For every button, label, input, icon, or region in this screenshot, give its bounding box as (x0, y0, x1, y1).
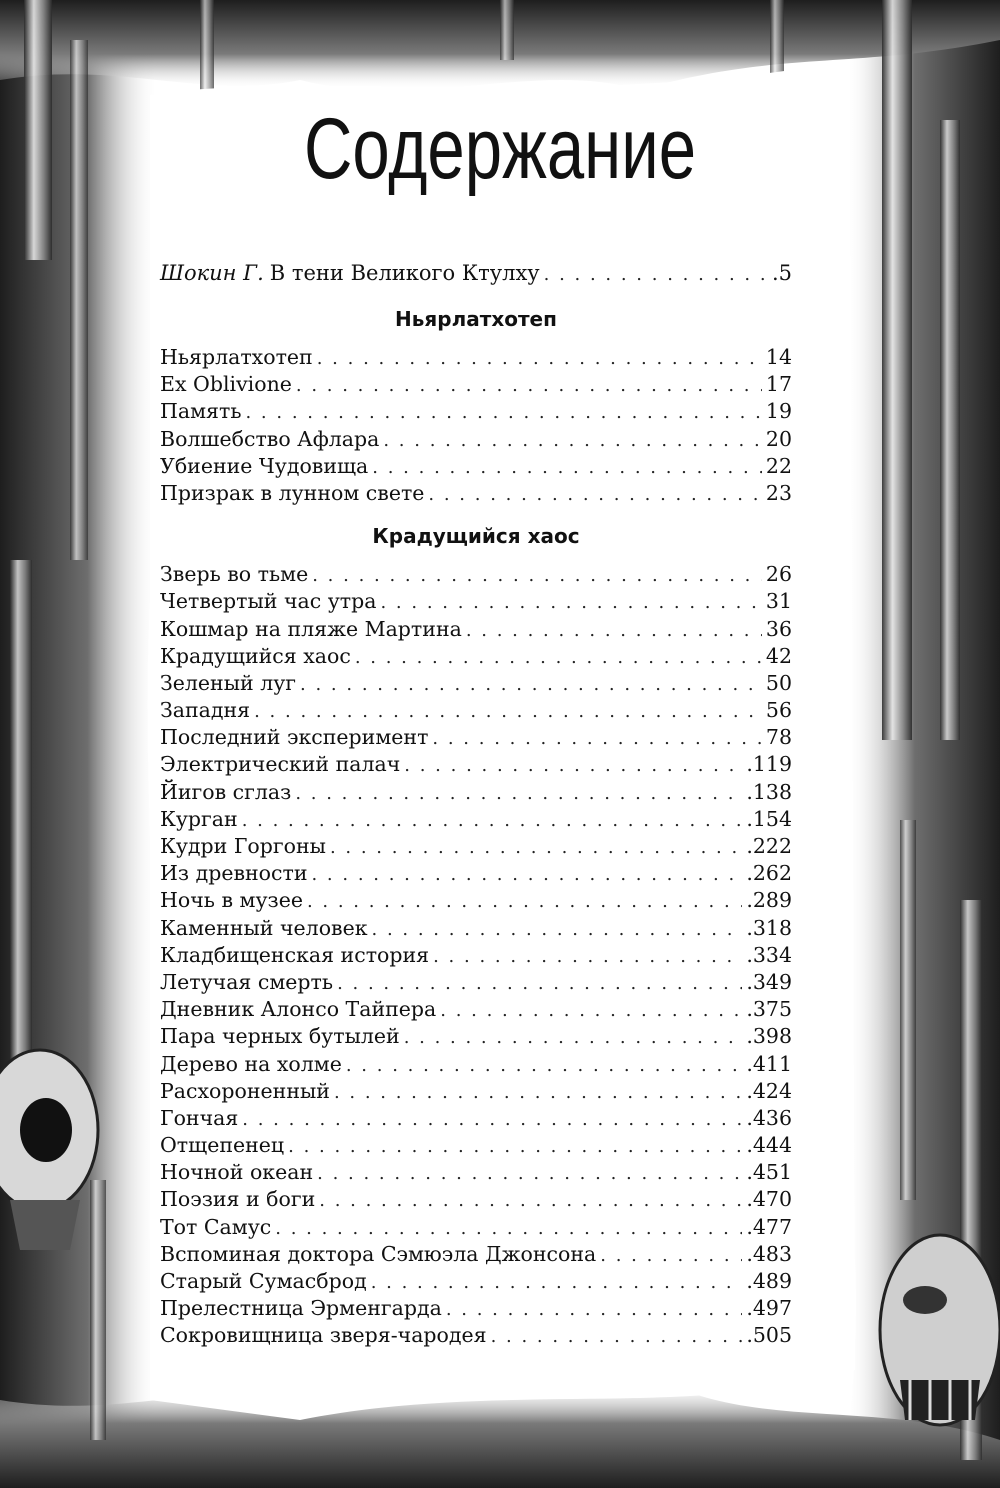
entry-title: Тот Самус (160, 1214, 272, 1239)
toc-entry[interactable] (160, 426, 792, 453)
toc-entry[interactable] (160, 1186, 792, 1213)
toc-entry[interactable] (160, 1159, 792, 1186)
leader-dots (432, 725, 761, 752)
entry-title: Расхороненный (160, 1078, 330, 1103)
entry-title: Ньярлатхотеп (160, 345, 313, 369)
toc-intro-entry[interactable] (160, 256, 792, 290)
toc-entry[interactable] (160, 616, 792, 643)
leader-dots (383, 427, 762, 454)
leader-dots (355, 644, 762, 671)
toc-entry[interactable] (160, 1051, 792, 1078)
leader-dots (440, 997, 742, 1024)
entry-title: Крадущийся хаос (160, 643, 351, 668)
page-number: .489 (746, 1269, 792, 1293)
page-number: .470 (746, 1187, 792, 1212)
leader-dots (334, 1079, 742, 1106)
leader-dots (245, 399, 761, 426)
section-heading: Крадущийся хаос (372, 524, 580, 549)
entry-title: Йигов сглаз (160, 779, 292, 804)
toc-entry[interactable] (160, 969, 792, 996)
toc-entry[interactable] (160, 480, 792, 507)
entry-title: Курган (160, 806, 238, 831)
leader-dots (254, 698, 762, 725)
entry-title: Волшебство Афлара (160, 426, 380, 451)
page-number: 42 (765, 643, 792, 668)
leader-dots (371, 1269, 743, 1296)
entry-title: Убиение Чудовища (160, 453, 369, 478)
entry-title: Кудри Горгоны (160, 834, 326, 858)
toc-entry[interactable] (160, 996, 792, 1023)
entry-title: Отщепенец (160, 1133, 285, 1158)
leader-dots (404, 752, 742, 779)
page-number: .444 (746, 1133, 792, 1158)
entry-title: Старый Сумасброд (160, 1269, 367, 1293)
entry-title: Западня (160, 698, 251, 723)
leader-dots (380, 589, 761, 616)
page-number: .375 (746, 997, 792, 1022)
page-number: .119 (746, 752, 792, 777)
leader-dots (446, 1296, 743, 1323)
toc-entry[interactable] (160, 1295, 792, 1322)
page-number: 56 (765, 698, 792, 723)
toc-entry[interactable] (160, 643, 792, 670)
leader-dots (404, 1024, 743, 1051)
page-number: .334 (746, 942, 792, 967)
leader-dots (295, 780, 742, 807)
toc-entry[interactable] (160, 915, 792, 942)
entry-title: Дневник Алонсо Тайпера (160, 997, 437, 1022)
toc-entry[interactable] (160, 942, 792, 969)
leader-dots (317, 1160, 742, 1187)
leader-dots (311, 861, 742, 888)
leader-dots (372, 454, 762, 481)
toc-entry[interactable] (160, 371, 792, 398)
entry-title: Пара черных бутылей (160, 1024, 400, 1049)
page-number: 14 (765, 345, 792, 369)
toc-entry[interactable] (160, 1268, 792, 1295)
leader-dots (242, 1106, 742, 1133)
entry-title: Прелестница Эрменгарда (160, 1296, 442, 1321)
page-number: .483 (746, 1241, 792, 1266)
leader-dots (600, 1242, 742, 1269)
toc-entry[interactable] (160, 1078, 792, 1105)
page-number: 22 (765, 453, 792, 478)
toc-entry[interactable] (160, 588, 792, 615)
table-of-contents (160, 256, 792, 1350)
leader-dots (346, 1052, 742, 1079)
toc-entry[interactable] (160, 806, 792, 833)
entry-title: Летучая смерть (160, 969, 334, 994)
page-number: 19 (765, 399, 792, 424)
page-number: .398 (746, 1024, 792, 1049)
leader-dots (433, 943, 742, 970)
page-number: .318 (746, 915, 792, 940)
entry-title: Зверь во тьме (160, 562, 309, 587)
intro-author: Шокин Г. (160, 261, 264, 285)
entry-title: Зеленый луг (160, 670, 297, 695)
leader-dots (242, 807, 743, 834)
toc-entry[interactable] (160, 398, 792, 425)
toc-entry[interactable] (160, 751, 792, 778)
toc-entry[interactable] (160, 1241, 792, 1268)
page-number: 17 (765, 372, 792, 397)
toc-entry[interactable] (160, 860, 792, 887)
leader-dots (319, 1187, 742, 1214)
toc-entry[interactable] (160, 1023, 792, 1050)
entry-title: Вспоминая доктора Сэмюэла Джонсона (160, 1241, 597, 1266)
entry-title: Четвертый час утра (160, 589, 377, 614)
entry-title: Дерево на холме (160, 1051, 342, 1076)
leader-dots (307, 888, 742, 915)
toc-entry[interactable] (160, 453, 792, 480)
toc-entry[interactable] (160, 1105, 792, 1132)
entry-title: Кладбищенская история (160, 942, 430, 967)
entry-title: Каменный человек (160, 915, 368, 940)
page-number: 78 (765, 725, 792, 750)
page-number: .505 (746, 1323, 792, 1348)
page-number: 20 (765, 426, 792, 451)
entry-title: Электрический палач (160, 752, 401, 777)
intro-title: В тени Великого Ктулху (269, 261, 540, 285)
toc-entry[interactable] (160, 697, 792, 724)
leader-dots (275, 1215, 742, 1242)
leader-dots (491, 1323, 743, 1350)
page-title: Содержание (303, 101, 697, 197)
entry-title: Сокровищница зверя-чародея (160, 1323, 487, 1348)
page-number: 26 (765, 562, 792, 587)
leader-dots (288, 1133, 742, 1160)
leader-dots (544, 258, 768, 292)
entry-title: Последний эксперимент (160, 725, 429, 750)
page-number: .222 (746, 834, 792, 858)
toc-entry[interactable] (160, 779, 792, 806)
leader-dots (466, 617, 762, 644)
page-number: .411 (746, 1051, 792, 1076)
entry-title: Поэзия и боги (160, 1187, 316, 1212)
page-number: .154 (746, 806, 792, 831)
leader-dots (428, 481, 761, 508)
page-number: .138 (746, 779, 792, 804)
leader-dots (312, 562, 762, 589)
page-number: .424 (746, 1078, 792, 1103)
leader-dots (317, 345, 762, 372)
entry-title: Ex Oblivione (160, 372, 292, 397)
toc-entry[interactable] (160, 724, 792, 751)
page-number: .451 (746, 1160, 792, 1185)
page-number: .477 (746, 1214, 792, 1239)
entry-title: Ночной океан (160, 1160, 314, 1185)
toc-entry[interactable] (160, 1214, 792, 1241)
page-number: .436 (746, 1105, 792, 1130)
entry-title: Кошмар на пляже Мартина (160, 616, 462, 641)
toc-entry[interactable] (160, 344, 792, 371)
entry-title: Из древности (160, 861, 308, 886)
leader-dots (296, 372, 762, 399)
entry-title: Ночь в музее (160, 888, 303, 913)
page-number: 36 (765, 616, 792, 641)
entry-title: Гончая (160, 1105, 239, 1130)
toc-entry[interactable] (160, 1322, 792, 1349)
leader-dots (337, 970, 742, 997)
page-number: .289 (746, 888, 792, 913)
page-number: .262 (746, 861, 792, 886)
page-number: .497 (746, 1296, 792, 1321)
leader-dots (330, 834, 742, 861)
toc-entry[interactable] (160, 887, 792, 914)
leader-dots (372, 916, 743, 943)
toc-sections (160, 294, 792, 1350)
page-number: .5 (771, 261, 792, 285)
page-number: 50 (765, 670, 792, 695)
section-heading: Ньярлатхотеп (395, 307, 557, 331)
page-number: .349 (746, 969, 792, 994)
toc-entry[interactable] (160, 1132, 792, 1159)
toc-entry[interactable] (160, 670, 792, 697)
page-number: 23 (765, 480, 792, 505)
entry-title: Призрак в лунном свете (160, 480, 425, 505)
page-number: 31 (765, 589, 792, 614)
right-skull-icon (880, 1235, 1000, 1425)
toc-entry[interactable] (160, 561, 792, 588)
entry-title: Память (160, 399, 242, 424)
leader-dots (300, 671, 762, 698)
toc-entry[interactable] (160, 833, 792, 860)
